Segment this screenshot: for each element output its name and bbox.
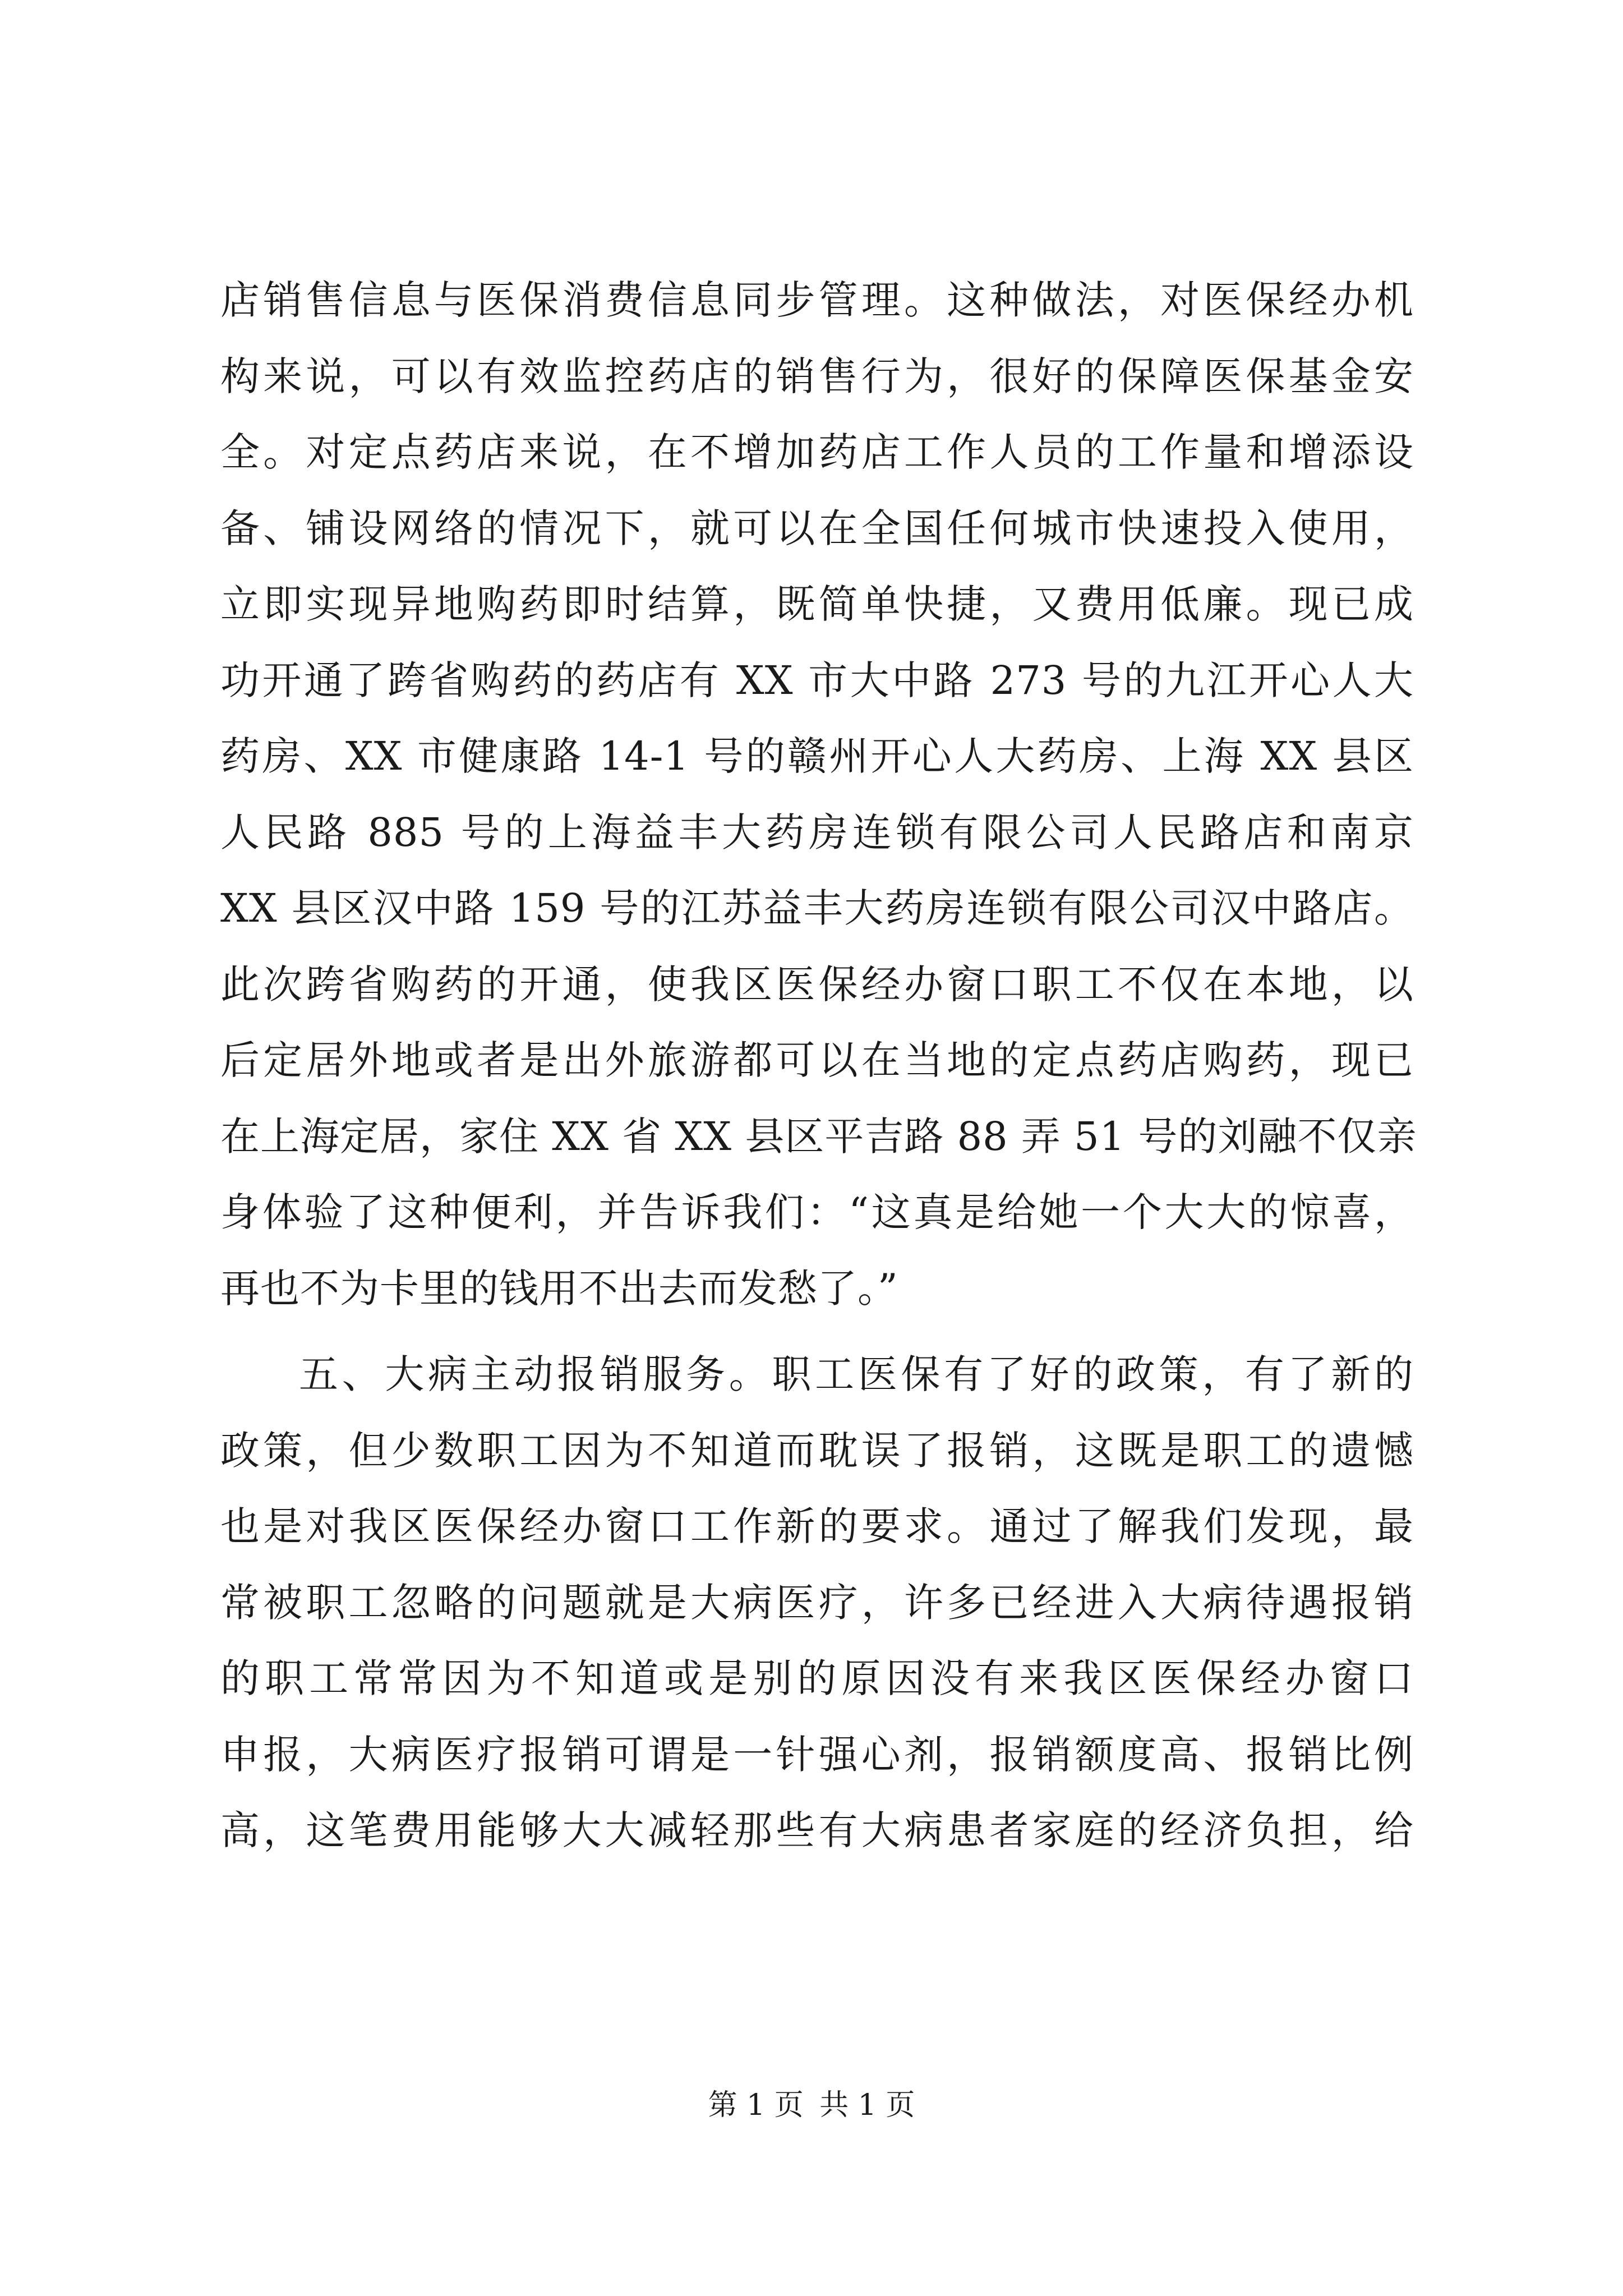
page-total: 共 1 页: [819, 2088, 915, 2122]
text-line: 药房、XX 市健康路 14-1 号的赣州开心人大药房、上海 XX 县区: [220, 733, 1414, 779]
page-footer: [0, 2086, 1623, 2125]
paragraph-2: [220, 1337, 1414, 1869]
text-line: XX 县区汉中路 159 号的江苏益丰大药房连锁有限公司汉中路店。: [220, 885, 1414, 931]
text-line: 申报，大病医疗报销可谓是一针强心剂，报销额度高、报销比例: [220, 1731, 1414, 1778]
text-line: 此次跨省购药的开通，使我区医保经办窗口职工不仅在本地，以: [220, 961, 1414, 1007]
text-line: 备、铺设网络的情况下，就可以在全国任何城市快速投入使用，: [220, 505, 1414, 551]
text-line: 店销售信息与医保消费信息同步管理。这种做法，对医保经办机: [220, 277, 1414, 323]
text-line: 再也不为卡里的钱用不出去而发愁了。”: [220, 1265, 898, 1312]
text-line: 在上海定居，家住 XX 省 XX 县区平吉路 88 弄 51 号的刘融不仅亲: [220, 1113, 1417, 1159]
text-line: 身体验了这种便利，并告诉我们：“这真是给她一个大大的惊喜，: [220, 1189, 1414, 1235]
text-line: 也是对我区医保经办窗口工作新的要求。通过了解我们发现，最: [220, 1503, 1414, 1549]
text-line: 功开通了跨省购药的药店有 XX 市大中路 273 号的九江开心人大: [220, 657, 1414, 703]
text-line: 构来说，可以有效监控药店的销售行为，很好的保障医保基金安: [220, 353, 1414, 399]
page-number: 第 1 页: [708, 2088, 804, 2122]
document-body: [220, 263, 1417, 1869]
text-line: 高，这笔费用能够大大减轻那些有大病患者家庭的经济负担，给: [220, 1807, 1414, 1853]
paragraph-1: [220, 263, 1417, 1327]
text-line: 后定居外地或者是出外旅游都可以在当地的定点药店购药，现已: [220, 1037, 1414, 1083]
text-line: 的职工常常因为不知道或是别的原因没有来我区医保经办窗口: [220, 1655, 1414, 1701]
paragraph-gap: [220, 1327, 1414, 1337]
text-line: 政策，但少数职工因为不知道而耽误了报销，这既是职工的遗憾: [220, 1427, 1414, 1474]
text-line: 全。对定点药店来说，在不增加药店工作人员的工作量和增添设: [220, 429, 1414, 475]
text-line: 常被职工忽略的问题就是大病医疗，许多已经进入大病待遇报销: [220, 1579, 1414, 1626]
text-line: 人民路 885 号的上海益丰大药房连锁有限公司人民路店和南京: [220, 809, 1414, 855]
text-line: 五、大病主动报销服务。职工医保有了好的政策，有了新的: [299, 1351, 1414, 1397]
text-line: 立即实现异地购药即时结算，既简单快捷，又费用低廉。现已成: [220, 581, 1414, 627]
